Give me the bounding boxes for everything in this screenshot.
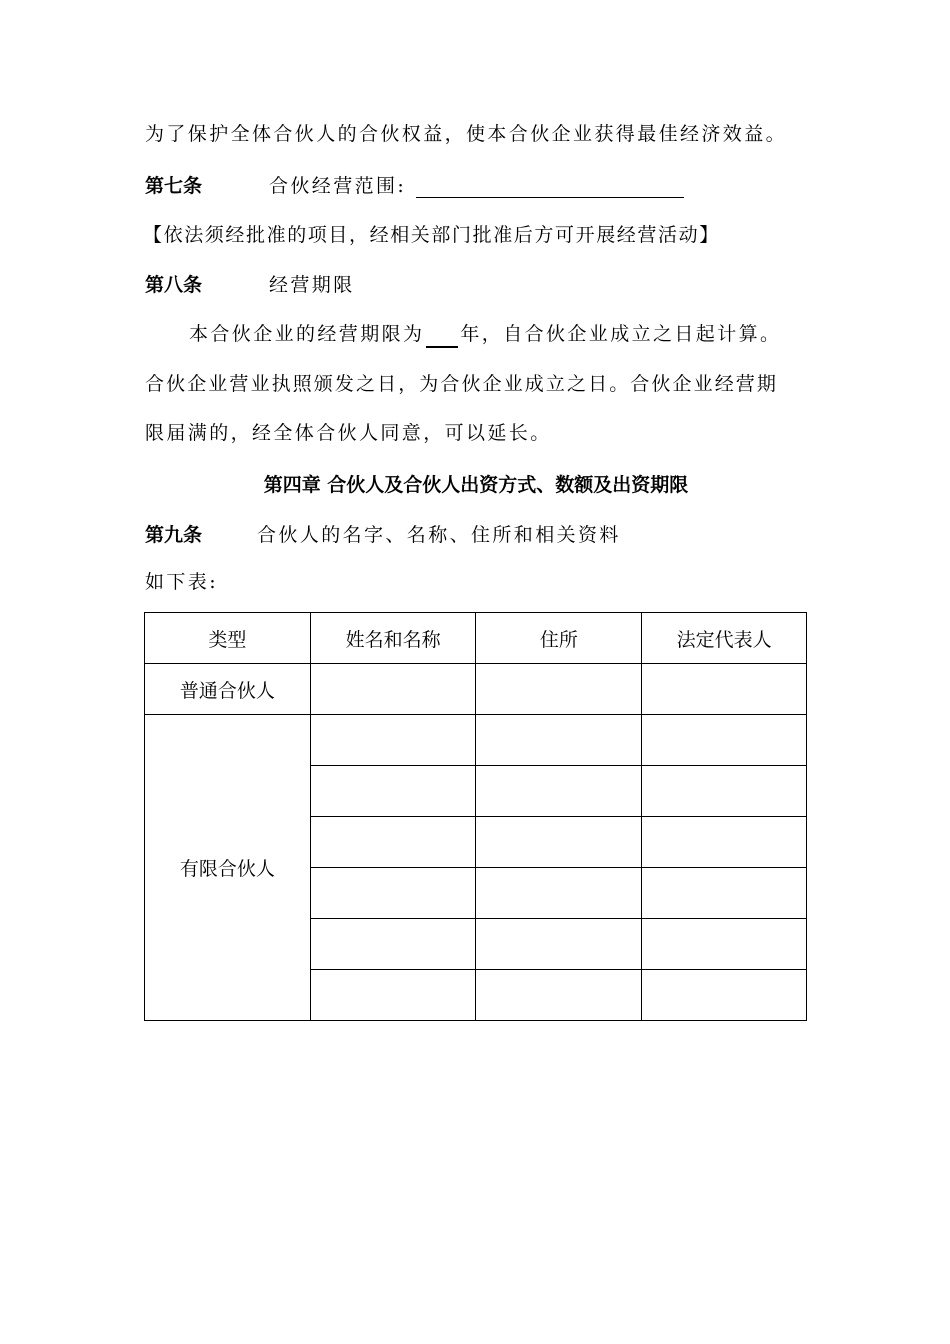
table-cell[interactable] (476, 868, 642, 919)
table-cell[interactable] (476, 766, 642, 817)
table-cell[interactable] (310, 664, 476, 715)
article-7-title: 第七条 (145, 175, 203, 197)
business-scope-blank[interactable] (416, 175, 684, 198)
term-text-b: 年，自合伙企业成立之日起计算。 (460, 323, 782, 345)
table-cell[interactable] (642, 664, 807, 715)
article-9-title: 第九条 (145, 524, 203, 546)
article-8-paragraph-2: 合伙企业营业执照颁发之日，为合伙企业成立之日。合伙企业经营期 (145, 373, 779, 395)
article-7-text: 合伙经营范围: (269, 175, 407, 197)
article-8-title: 第八条 (145, 274, 203, 296)
table-cell[interactable] (310, 817, 476, 868)
table-cell[interactable] (476, 715, 642, 766)
term-years-blank[interactable] (426, 322, 458, 348)
table-cell[interactable] (642, 970, 807, 1021)
table-header-row (145, 613, 807, 664)
article-7 (145, 172, 684, 200)
table-cell[interactable] (310, 868, 476, 919)
header-address: 住所 (476, 613, 642, 664)
table-cell[interactable] (642, 868, 807, 919)
article-9-text: 合伙人的名字、名称、住所和相关资料 (257, 524, 621, 546)
table-intro: 如下表: (145, 571, 219, 593)
table-cell[interactable] (642, 817, 807, 868)
table-cell[interactable] (310, 766, 476, 817)
general-partner-label: 普通合伙人 (145, 664, 311, 715)
header-type: 类型 (145, 613, 311, 664)
chapter-4-heading: 第四章 合伙人及合伙人出资方式、数额及出资期限 (263, 474, 689, 496)
article-8-text: 经营期限 (269, 274, 355, 296)
table-row (145, 715, 807, 766)
table-cell[interactable] (642, 766, 807, 817)
table-cell[interactable] (642, 715, 807, 766)
article-8-paragraph-1 (189, 320, 781, 348)
table-cell[interactable] (476, 664, 642, 715)
table-row (145, 664, 807, 715)
table-cell[interactable] (476, 970, 642, 1021)
paragraph-line: 为了保护全体合伙人的合伙权益，使本合伙企业获得最佳经济效益。 (145, 123, 788, 145)
table-cell[interactable] (642, 919, 807, 970)
limited-partner-label: 有限合伙人 (145, 715, 311, 1021)
header-name: 姓名和名称 (310, 613, 476, 664)
header-legal-rep: 法定代表人 (642, 613, 807, 664)
term-text-a: 本合伙企业的经营期限为 (189, 323, 425, 345)
table-cell[interactable] (310, 919, 476, 970)
article-7-note: 【依法须经批准的项目，经相关部门批准后方可开展经营活动】 (143, 224, 720, 246)
table-cell[interactable] (310, 970, 476, 1021)
partners-table (144, 612, 807, 1021)
article-8 (145, 271, 355, 299)
article-8-paragraph-3: 限届满的，经全体合伙人同意，可以延长。 (145, 422, 552, 444)
table-cell[interactable] (310, 715, 476, 766)
article-9 (145, 521, 621, 549)
table-cell[interactable] (476, 919, 642, 970)
table-cell[interactable] (476, 817, 642, 868)
